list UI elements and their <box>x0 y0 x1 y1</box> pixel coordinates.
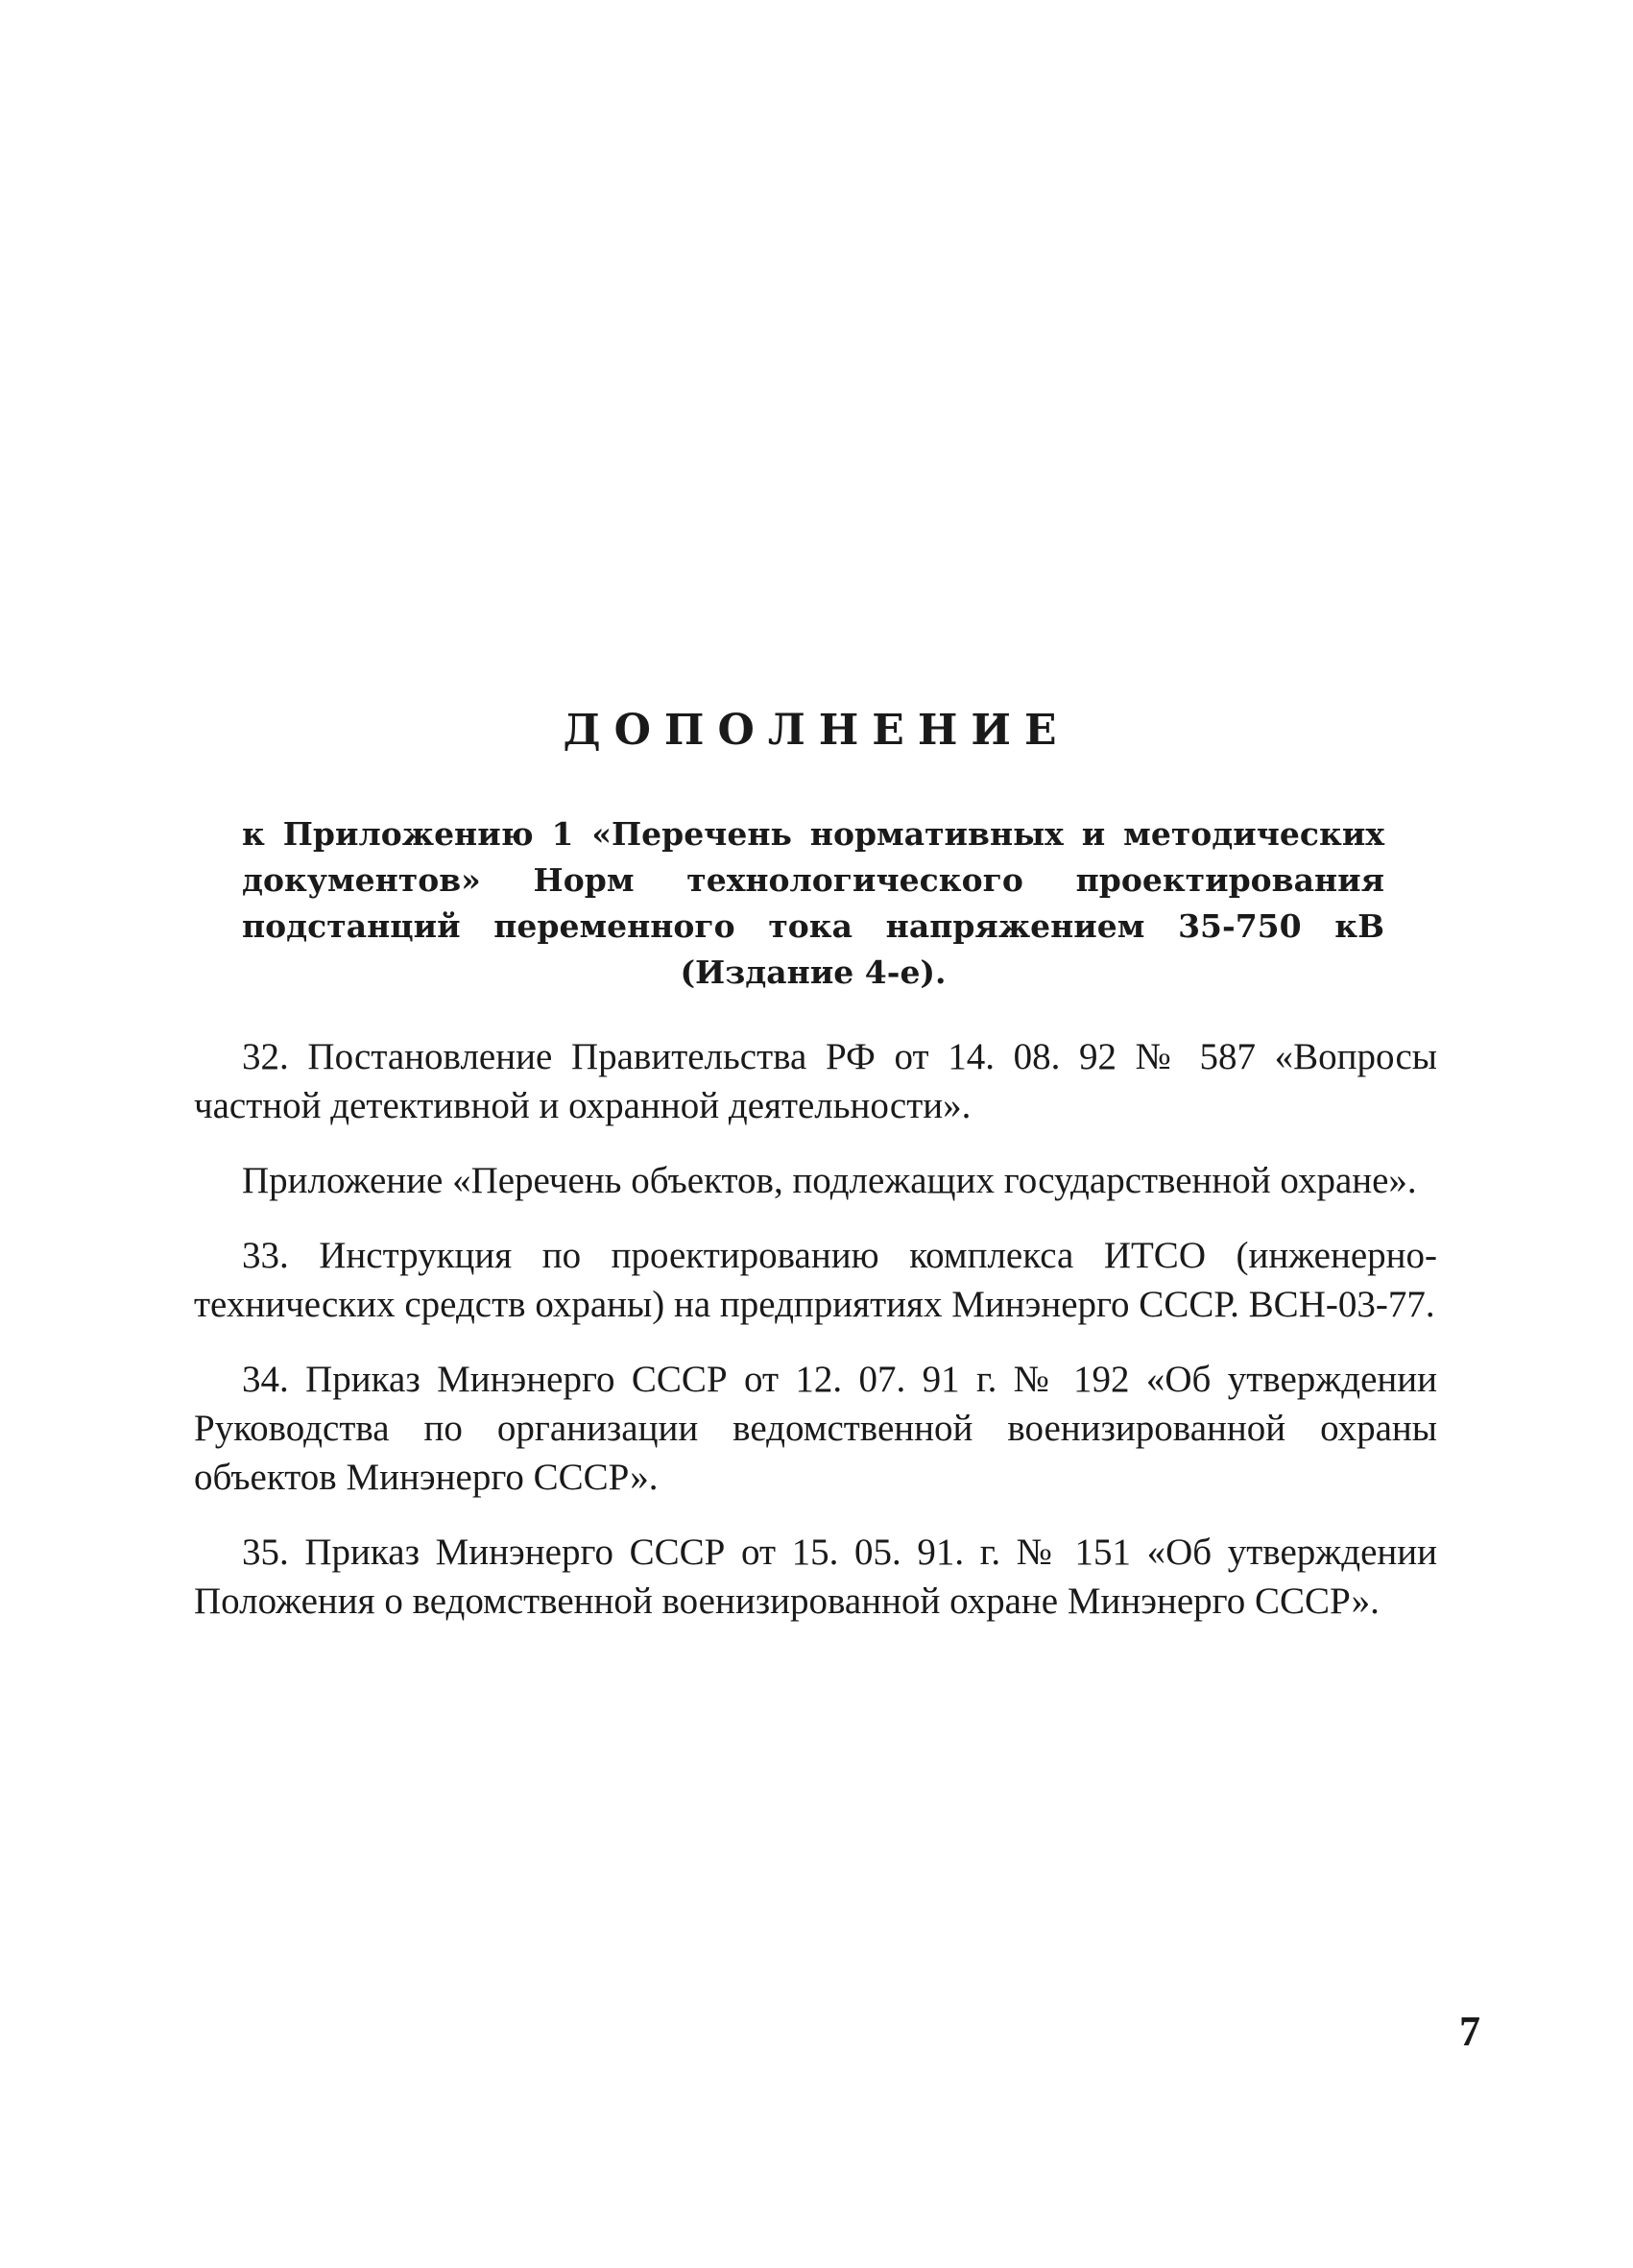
list-item-34: 34. Приказ Минэнерго СССР от 12. 07. 91 г. № 192 «Об утверждении Руководства по организации ведомственной военизированной охраны объектов Минэнерго СССР». <box>194 1359 1437 1498</box>
document-subheading: к Приложению 1 «Перечень нормативных и методических документов» Норм технологического проектирования подстанций переменного тока напряжением 35-750 кВ (Издание 4-е). <box>242 815 1384 991</box>
document-body <box>194 1032 1437 1652</box>
document-heading: ДОПОЛНЕНИЕ <box>563 706 1070 755</box>
list-item-33: 33. Инструкция по проектированию комплекса ИТСО (инженерно-технических средств охраны) на предприятиях Минэнерго СССР. ВСН-03-77. <box>194 1235 1437 1325</box>
page-number: 7 <box>1459 2008 1480 2055</box>
list-item-32: 32. Постановление Правительства РФ от 14. 08. 92 № 587 «Вопросы частной детективной и охранной деятельности». <box>194 1036 1437 1126</box>
list-item-appendix: Приложение «Перечень объектов, подлежащих государственной охране». <box>242 1160 1417 1201</box>
list-item-35: 35. Приказ Минэнерго СССР от 15. 05. 91. г. № 151 «Об утверждении Положения о ведомственной военизированной охране Минэнерго СССР». <box>194 1532 1437 1622</box>
